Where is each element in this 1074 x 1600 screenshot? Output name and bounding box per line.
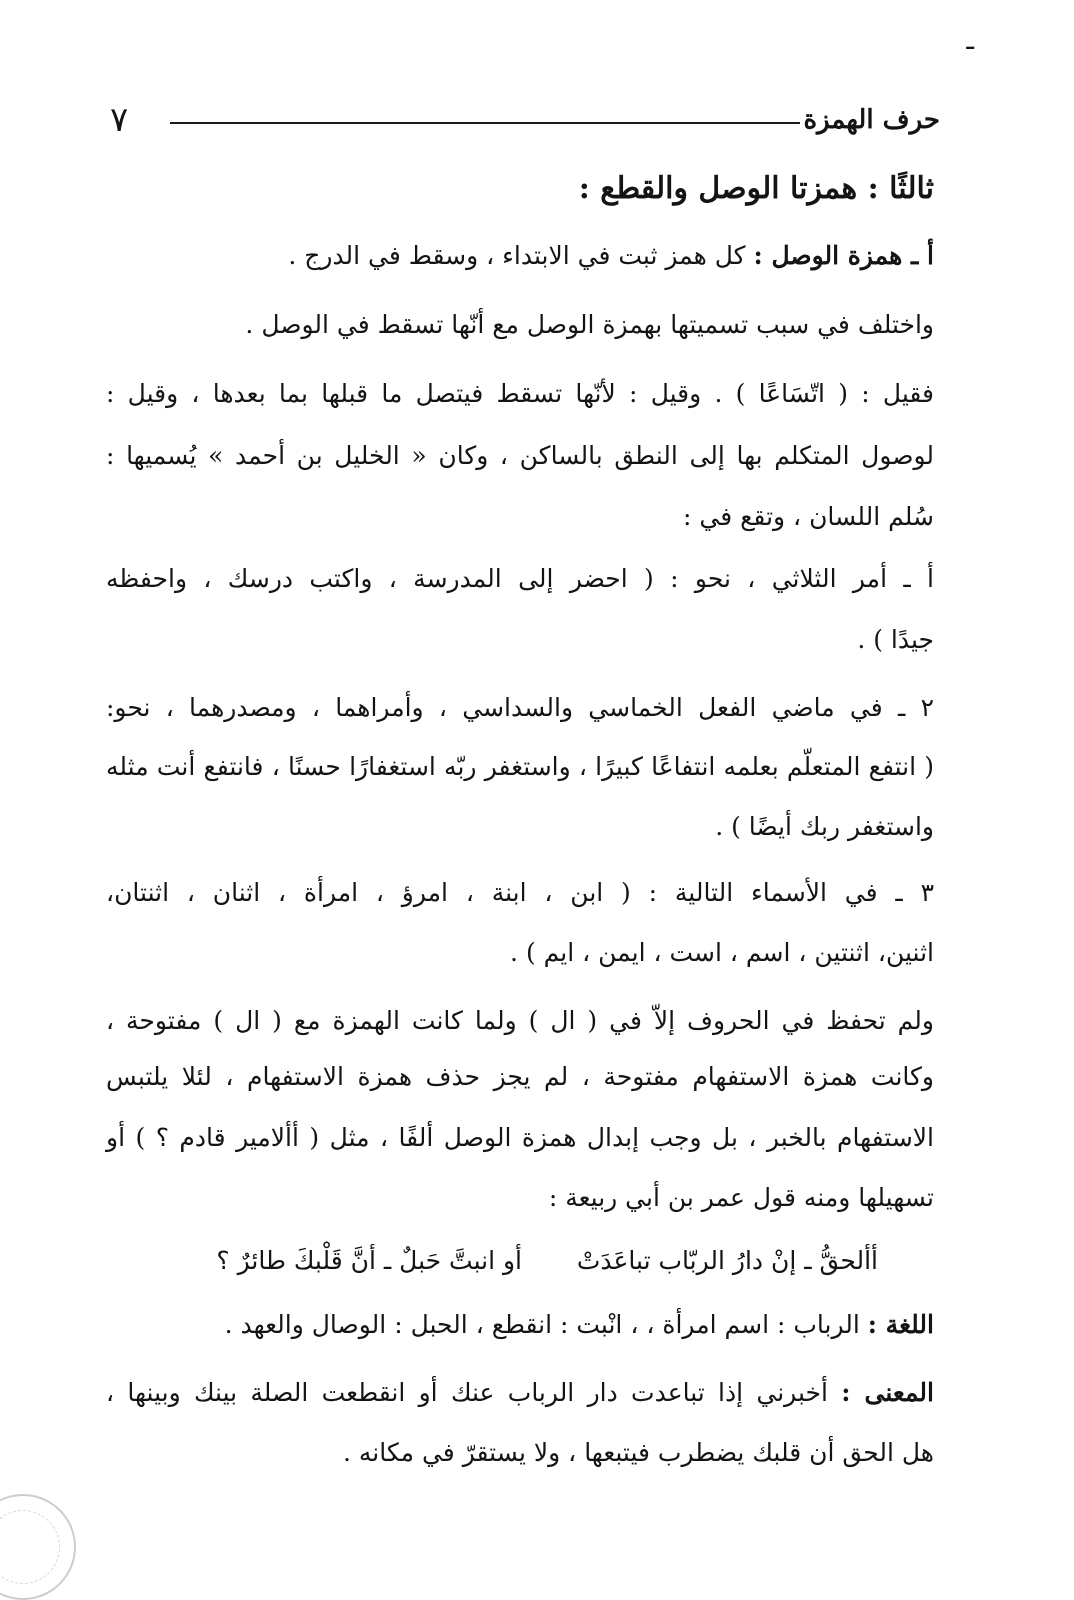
- verse-second-hemistich: أو انبتَّ حَبلٌ ـ أنَّ قَلْبكَ طائرٌ ؟: [216, 1246, 522, 1275]
- corner-mark: ـ: [966, 26, 974, 56]
- paragraph-line: الاستفهام بالخبر ، بل وجب إبدال همزة الوصل ألفًا ، مثل ( أألامير قادم ؟ ) أو: [106, 1123, 934, 1152]
- lexicon-term: اللغة :: [867, 1310, 934, 1339]
- definition-text: كل همز ثبت في الابتداء ، وسقط في الدرج .: [288, 241, 754, 270]
- page-number: ٧: [110, 100, 129, 140]
- paragraph-line: جيدًا ) .: [857, 625, 934, 654]
- paragraph-line: تسهيلها ومنه قول عمر بن أبي ربيعة :: [548, 1183, 934, 1212]
- paragraph-line: اثنين، اثنتين ، اسم ، است ، ايمن ، ايم ) .: [510, 938, 934, 967]
- meaning-line: [106, 1380, 934, 1405]
- paragraph-line: ٢ ـ في ماضي الفعل الخماسي والسداسي ، وأمراهما ، ومصدرهما ، نحو:: [106, 693, 934, 722]
- paragraph-line: فقيل : ( اتّسَاعًا ) . وقيل : لأنّها تسقط فيتصل ما قبلها بما بعدها ، وقيل :: [106, 379, 934, 408]
- paragraph-line: سُلم اللسان ، وتقع في :: [683, 502, 934, 531]
- meaning-text: أخبرني إذا تباعدت دار الرباب عنك أو انقطعت الصلة بينك وبينها ،: [106, 1378, 842, 1407]
- paragraph-line: ( انتفع المتعلّم بعلمه انتفاعًا كبيرًا ، واستغفر ربّه استغفارًا حسنًا ، فانتفع أنت مثله: [106, 752, 934, 781]
- verse-first-hemistich: أألحقُّ ـ إنْ دارُ الربّاب تباعَدَتْ: [576, 1246, 878, 1275]
- lexicon-line: [225, 1312, 934, 1337]
- meaning-term: المعنى :: [841, 1378, 934, 1407]
- paragraph-line: ولم تحفظ في الحروف إلاّ في ( ال ) ولما كانت الهمزة مع ( ال ) مفتوحة ،: [106, 1006, 934, 1035]
- section-title: ثالثًا : همزتا الوصل والقطع :: [578, 171, 934, 206]
- header-rule: [170, 122, 800, 124]
- paragraph-line: لوصول المتكلم بها إلى النطق بالساكن ، وكان « الخليل بن أحمد » يُسميها :: [106, 441, 934, 470]
- paragraph-line: واستغفر ربك أيضًا ) .: [715, 812, 934, 841]
- definition-line: [288, 243, 934, 268]
- paragraph-line: واختلف في سبب تسميتها بهمزة الوصل مع أنّها تسقط في الوصل .: [245, 310, 934, 339]
- lexicon-text: الرباب : اسم امرأة ، ، انْبت : انقطع ، الحبل : الوصال والعهد .: [224, 1310, 868, 1339]
- paragraph-line: ٣ ـ في الأسماء التالية : ( ابن ، ابنة ، امرؤ ، امرأة ، اثنان ، اثنتان،: [106, 878, 934, 907]
- running-head: حرف الهمزة: [803, 105, 940, 135]
- paragraph-line: أ ـ أمر الثلاثي ، نحو : ( احضر إلى المدرسة ، واكتب درسك ، واحفظه: [106, 564, 934, 593]
- library-stamp: [0, 1494, 76, 1600]
- definition-term: أ ـ همزة الوصل :: [753, 241, 934, 270]
- paragraph-line: وكانت همزة الاستفهام مفتوحة ، لم يجز حذف همزة الاستفهام ، لئلا يلتبس: [106, 1062, 934, 1091]
- meaning-line-2: هل الحق أن قلبك يضطرب فيتبعها ، ولا يستقرّ في مكانه .: [342, 1438, 934, 1467]
- page-header: [110, 100, 940, 140]
